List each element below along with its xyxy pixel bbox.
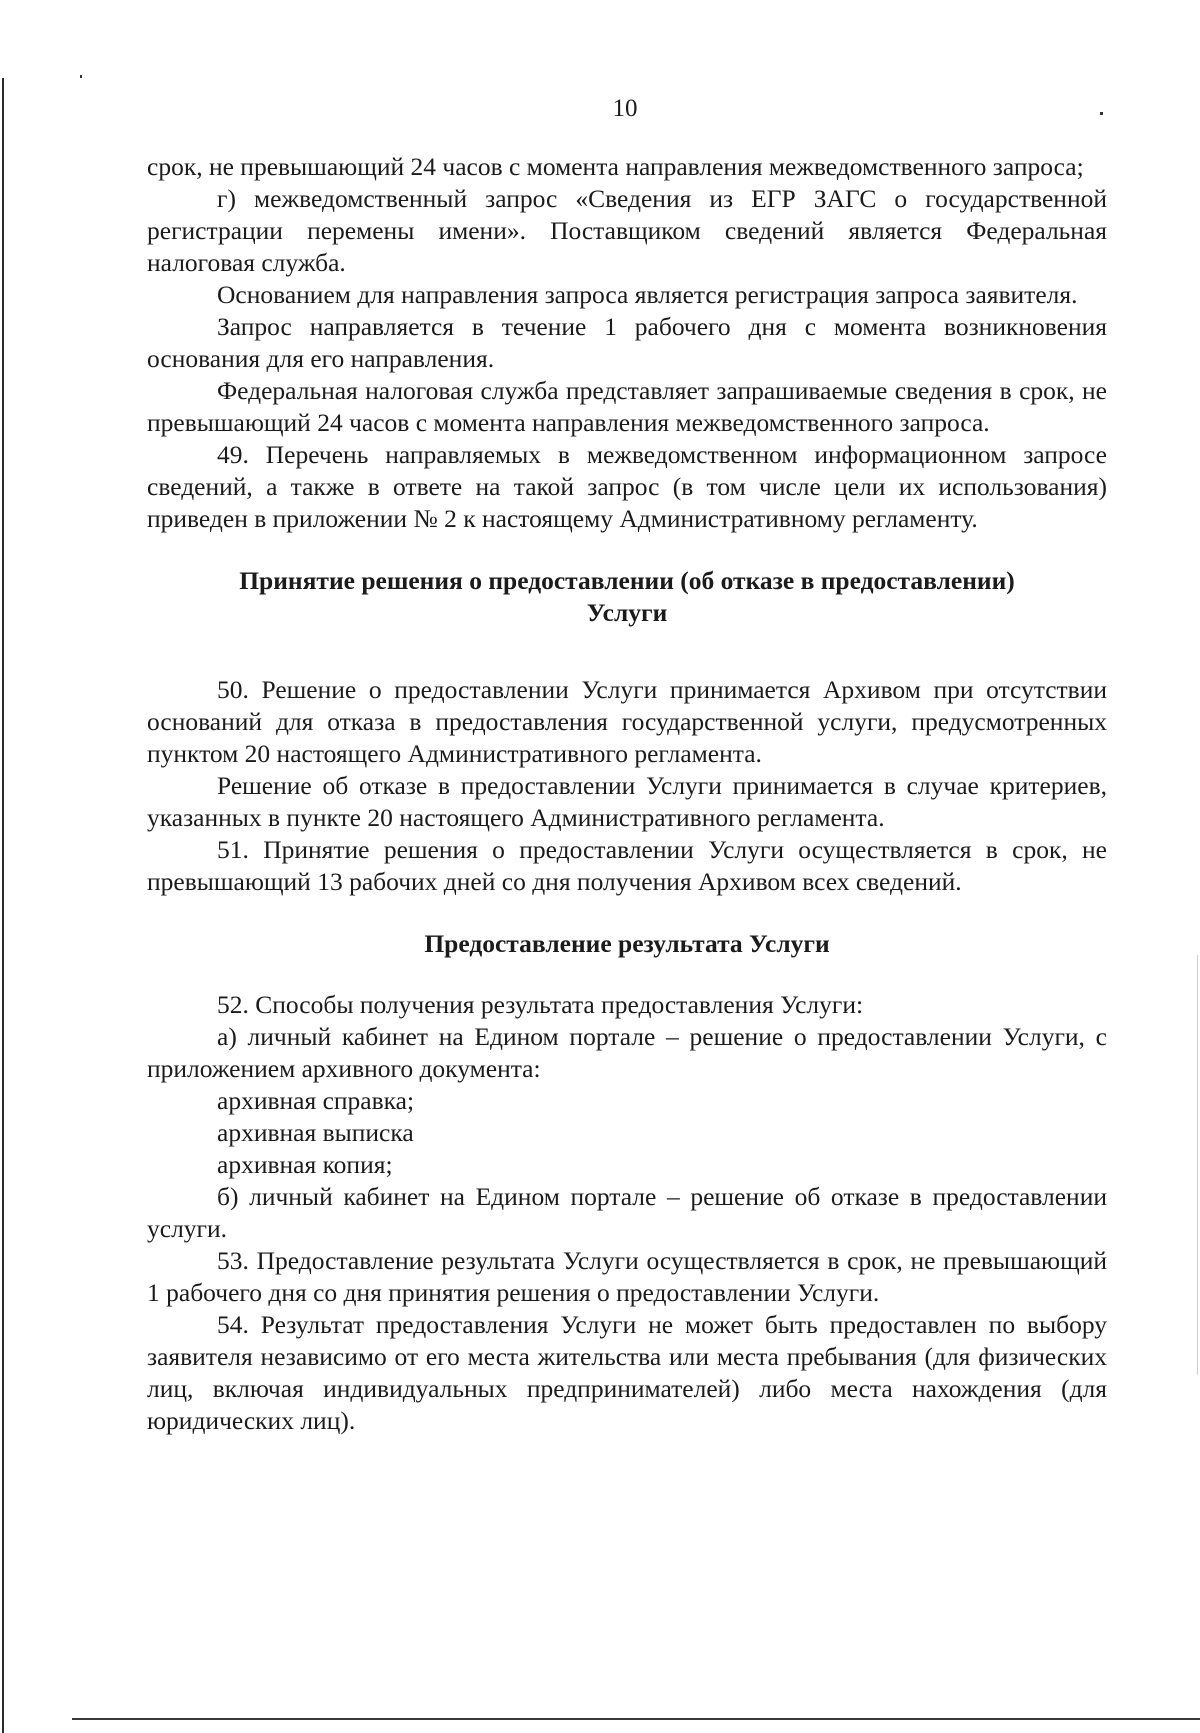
scan-edge-right — [1197, 955, 1198, 1375]
section-heading-result: Предоставление результата Услуги — [424, 929, 830, 958]
paragraph: б) личный кабинет на Едином портале – решение об отказе в предоставлении услуги. — [147, 1182, 1107, 1243]
page-number: 10 — [612, 95, 638, 122]
paragraph: Решение об отказе в предоставлении Услуги принимается в случае критериев, указанных в пункте 20 настоящего Административного регламента. — [147, 771, 1107, 832]
scan-edge-left — [2, 78, 4, 1733]
section-heading-line: Принятие решения о предоставлении (об отказе в предоставлении) — [239, 566, 1015, 595]
paragraph: срок, не превышающий 24 часов с момента направления межведомственного запроса; — [147, 152, 1084, 181]
paragraph: 54. Результат предоставления Услуги не может быть предоставлен по выбору заявителя независимо от его места жительства или места пребывания (для физических лиц, включая индивидуальных предпринимателей) либо места нахождения (для юридических лиц). — [147, 1310, 1107, 1435]
paragraph: Основанием для направления запроса является регистрация запроса заявителя. — [217, 280, 1078, 309]
list-item: архивная выписка — [217, 1118, 414, 1147]
paragraph: 51. Принятие решения о предоставлении Услуги осуществляется в срок, не превышающий 13 рабочих дней со дня получения Архивом всех сведений. — [147, 835, 1107, 896]
scan-edge-bottom — [72, 1718, 1200, 1720]
list-item: архивная справка; — [217, 1086, 415, 1115]
paragraph: 52. Способы получения результата предоставления Услуги: — [217, 990, 864, 1019]
paragraph: Запрос направляется в течение 1 рабочего дня с момента возникновения основания для его направления. — [147, 312, 1107, 373]
scan-speck — [80, 75, 82, 78]
section-heading-line: Услуги — [586, 598, 668, 627]
section-heading-decision — [147, 565, 1107, 629]
list-item: архивная копия; — [217, 1150, 393, 1179]
paragraph: г) межведомственный запрос «Сведения из ЕГР ЗАГС о государственной регистрации перемены имени». Поставщиком сведений является Федеральная налоговая служба. — [147, 184, 1107, 277]
paragraph: Федеральная налоговая служба представляет запрашиваемые сведения в срок, не превышающий 24 часов с момента направления межведомственного запроса. — [147, 376, 1107, 437]
paragraph: 53. Предоставление результата Услуги осуществляется в срок, не превышающий 1 рабочего дня со дня принятия решения о предоставлении Услуги. — [147, 1246, 1107, 1307]
paragraph: а) личный кабинет на Едином портале – решение о предоставлении Услуги, с приложением архивного документа: — [147, 1022, 1107, 1083]
paragraph: 49. Перечень направляемых в межведомственном информационном запросе сведений, а также в ответе на такой запрос (в том числе цели их использования) приведен в приложении № 2 к настоящему Административному регламенту. — [147, 440, 1107, 533]
document-body — [147, 151, 1107, 1437]
paragraph: 50. Решение о предоставлении Услуги принимается Архивом при отсутствии оснований для отказа в предоставления государственной услуги, предусмотренных пунктом 20 настоящего Административного регламента. — [147, 675, 1107, 768]
